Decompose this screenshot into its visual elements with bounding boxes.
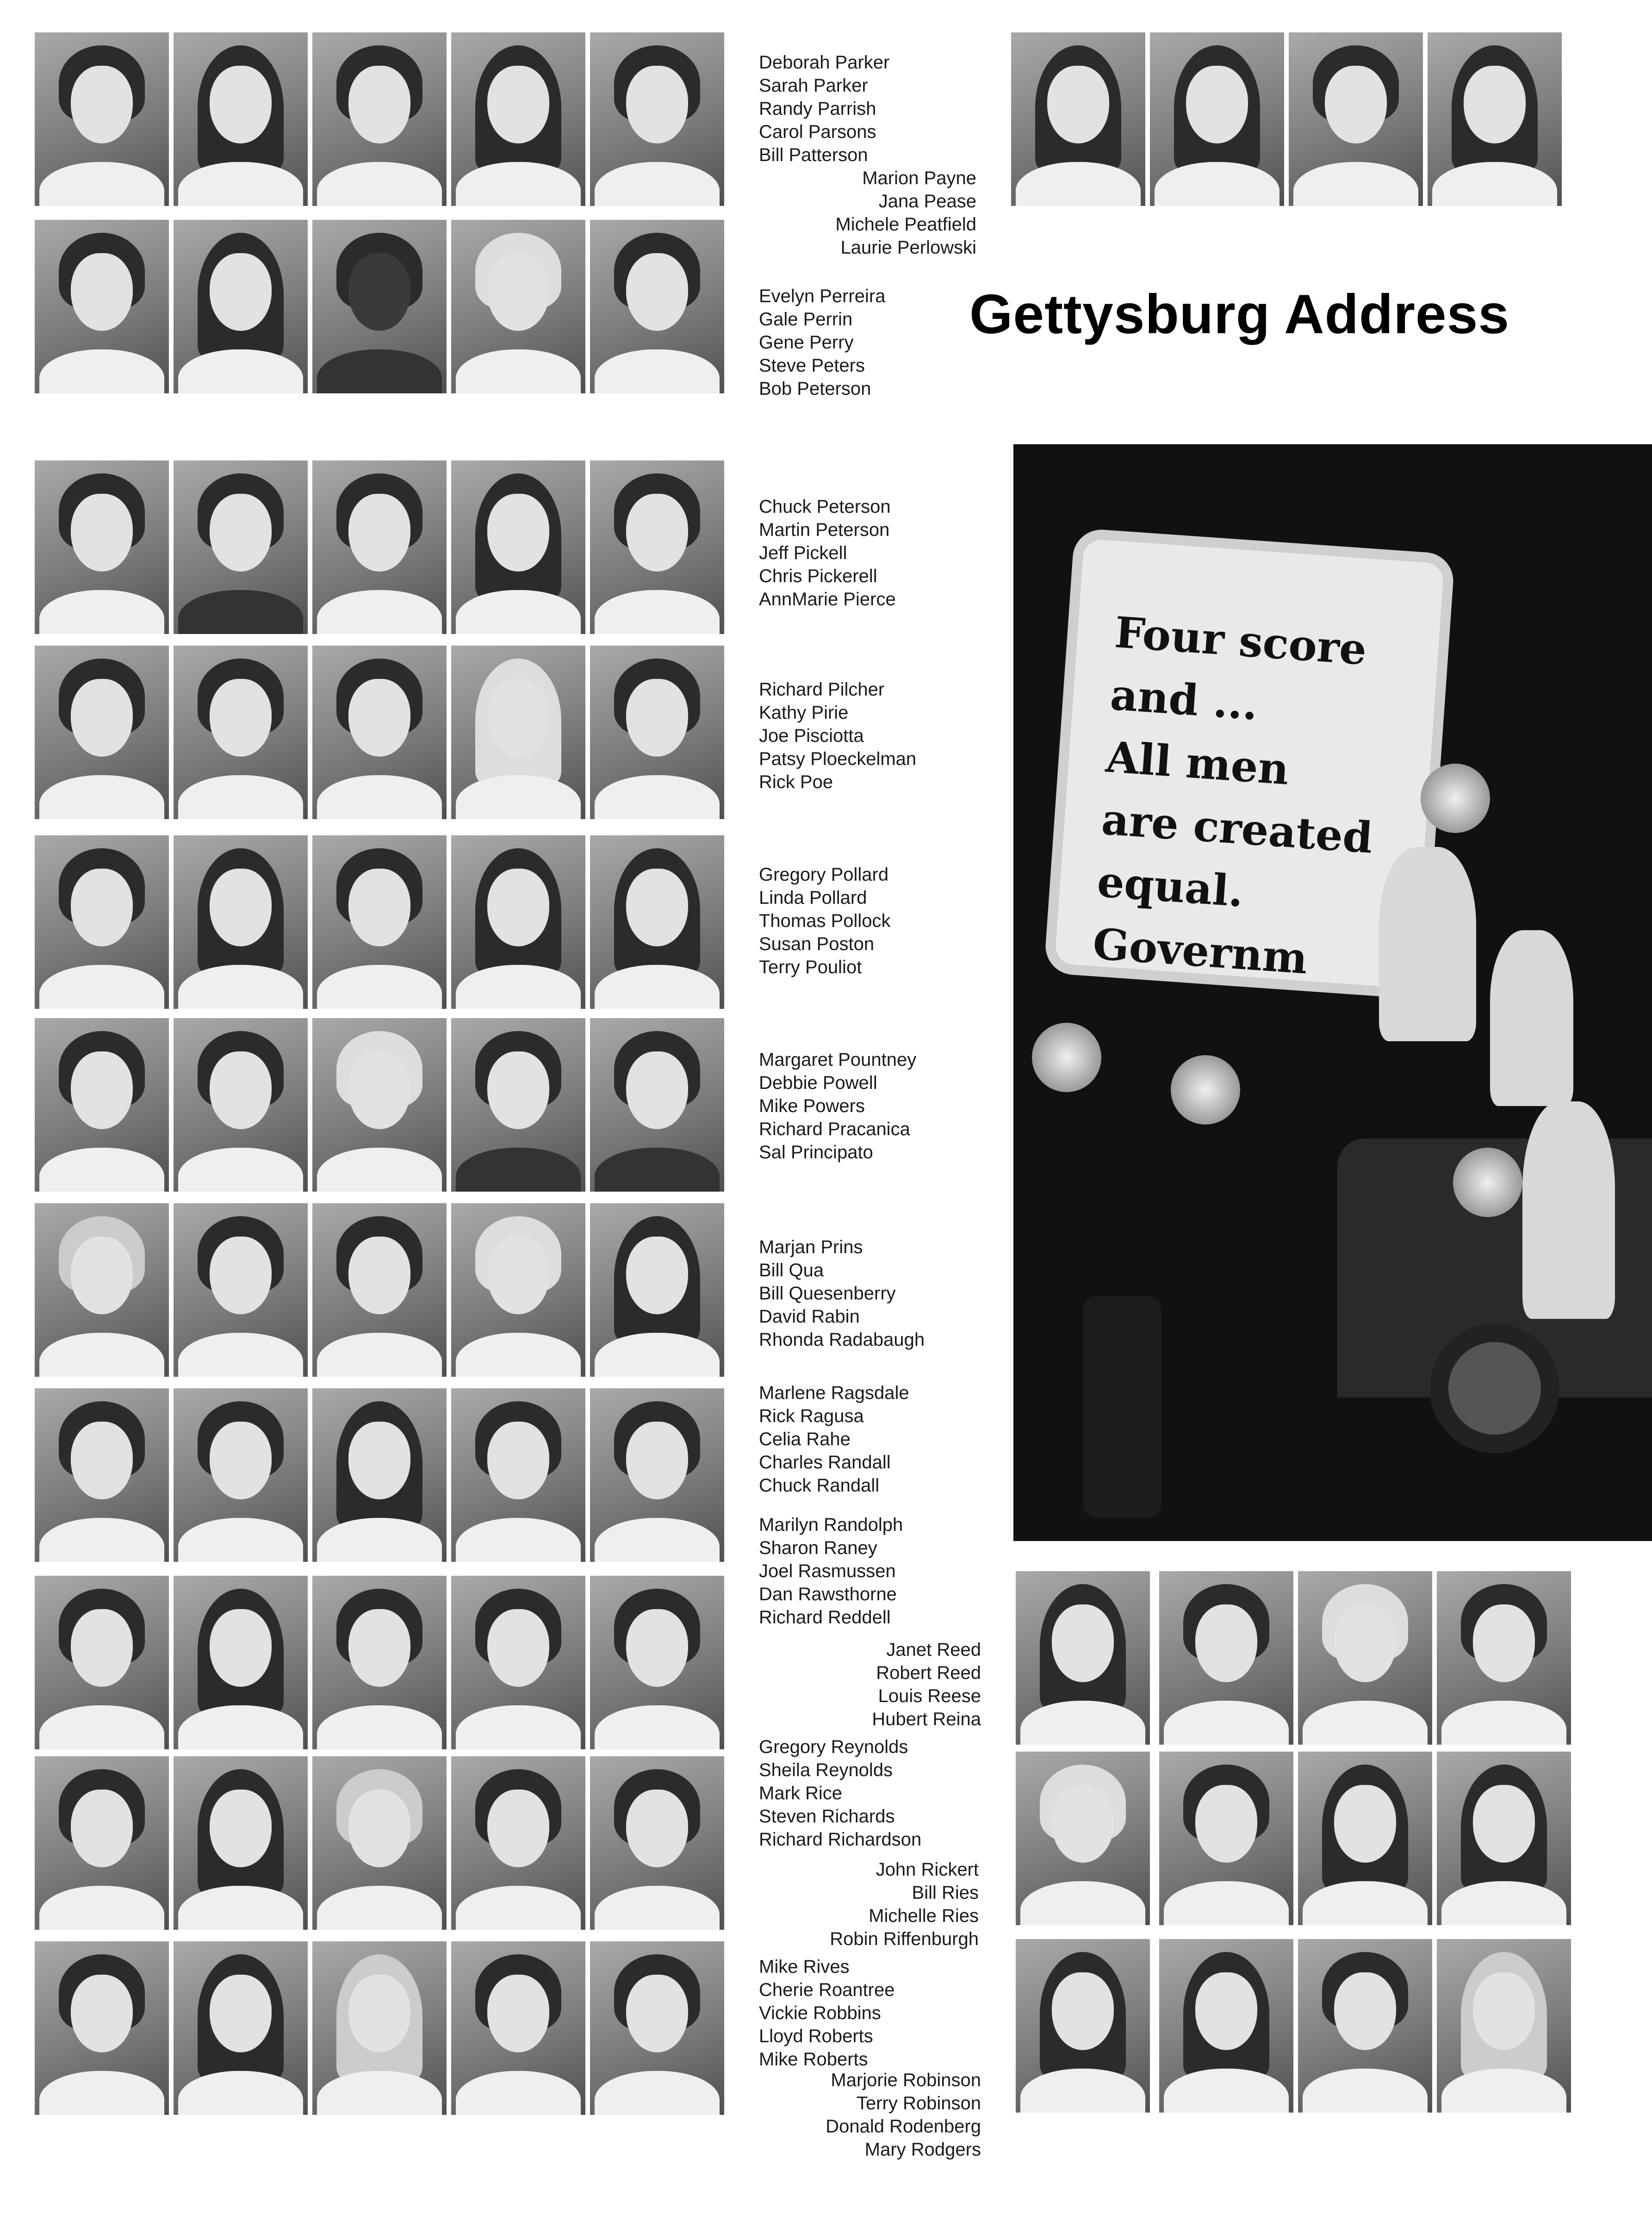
student-name: Susan Poston <box>759 934 875 954</box>
student-name: Martin Peterson <box>759 520 890 540</box>
portrait <box>1289 32 1423 206</box>
portrait <box>174 646 308 819</box>
pompom <box>1421 764 1490 833</box>
student-name: Gale Perrin <box>759 309 853 329</box>
portrait <box>590 835 724 1009</box>
student-name: Marjan Prins <box>759 1237 863 1257</box>
portrait <box>451 1941 585 2115</box>
portrait <box>1016 1752 1150 1925</box>
portrait <box>1298 1939 1432 2113</box>
student-name: Janet Reed <box>886 1640 981 1660</box>
portrait <box>1011 32 1145 206</box>
student-name: Mary Rodgers <box>864 2139 981 2160</box>
rider <box>1490 930 1573 1106</box>
portrait <box>590 1018 724 1192</box>
student-name: Randy Parrish <box>759 99 876 119</box>
student-name: Bill Patterson <box>759 145 868 165</box>
student-name: Mark Rice <box>759 1783 843 1803</box>
rider <box>1522 1101 1615 1319</box>
page-heading: Gettysburg Address <box>969 283 1510 345</box>
portrait <box>174 460 308 634</box>
portrait <box>35 1203 169 1377</box>
car-wheel <box>1430 1324 1559 1453</box>
student-name: Deborah Parker <box>759 52 890 73</box>
portrait <box>451 646 585 819</box>
student-name: Marjorie Robinson <box>831 2070 981 2090</box>
portrait <box>35 646 169 819</box>
student-name: Rick Ragusa <box>759 1406 864 1426</box>
portrait <box>590 1756 724 1930</box>
portrait <box>1428 32 1562 206</box>
portrait <box>174 1576 308 1749</box>
portrait <box>1016 1571 1150 1745</box>
portrait <box>1298 1752 1432 1925</box>
portrait <box>174 1018 308 1192</box>
student-name: Steven Richards <box>759 1806 895 1827</box>
pompom <box>1453 1148 1522 1217</box>
pompom <box>1032 1023 1101 1092</box>
portrait <box>174 1941 308 2115</box>
student-name: Chuck Peterson <box>759 497 891 517</box>
student-name: Mike Rives <box>759 1957 850 1977</box>
student-name: Richard Reddell <box>759 1607 891 1628</box>
portrait <box>590 1388 724 1562</box>
portrait <box>174 220 308 393</box>
student-name: Bill Ries <box>912 1883 979 1903</box>
portrait <box>312 835 447 1009</box>
portrait <box>451 1018 585 1192</box>
student-name: Sharon Raney <box>759 1538 877 1558</box>
portrait <box>312 1576 447 1749</box>
student-name: Margaret Pountney <box>759 1050 917 1070</box>
student-name: Lloyd Roberts <box>759 2026 873 2046</box>
portrait <box>451 835 585 1009</box>
student-name: Terry Pouliot <box>759 957 862 977</box>
portrait <box>451 1576 585 1749</box>
portrait <box>590 32 724 206</box>
student-name: Richard Pracanica <box>759 1119 910 1139</box>
student-name: Hubert Reina <box>872 1709 981 1729</box>
portrait <box>451 1388 585 1562</box>
portrait <box>312 220 447 393</box>
portrait <box>1016 1939 1150 2113</box>
student-name: John Rickert <box>876 1859 979 1880</box>
student-name: Marlene Ragsdale <box>759 1383 909 1403</box>
student-name: Debbie Powell <box>759 1073 877 1093</box>
portrait <box>590 1576 724 1749</box>
portrait <box>35 835 169 1009</box>
student-name: Vickie Robbins <box>759 2003 881 2023</box>
portrait <box>174 1203 308 1377</box>
student-name: Marilyn Randolph <box>759 1515 903 1535</box>
portrait <box>451 32 585 206</box>
portrait <box>35 32 169 206</box>
student-name: Charles Randall <box>759 1452 891 1473</box>
portrait <box>590 1203 724 1377</box>
portrait <box>35 220 169 393</box>
portrait <box>312 1203 447 1377</box>
portrait <box>451 1756 585 1930</box>
portrait <box>590 646 724 819</box>
portrait <box>35 460 169 634</box>
student-name: Jana Pease <box>878 191 976 211</box>
student-name: Michele Peatfield <box>835 214 976 235</box>
student-name: Chuck Randall <box>759 1475 880 1496</box>
student-name: Mike Powers <box>759 1096 865 1116</box>
rider <box>1379 847 1476 1041</box>
student-name: Gene Perry <box>759 332 854 353</box>
portrait <box>1437 1752 1571 1925</box>
student-name: Joe Pisciotta <box>759 726 864 746</box>
student-name: Sheila Reynolds <box>759 1760 893 1780</box>
student-name: AnnMarie Pierce <box>759 589 896 609</box>
float-sign-text: Four score and ... All men are created equal. Governm o <box>1087 607 1374 1033</box>
student-name: Dan Rawsthorne <box>759 1584 897 1604</box>
portrait <box>590 220 724 393</box>
portrait <box>312 32 447 206</box>
student-name: Donald Rodenberg <box>826 2116 981 2137</box>
pompom <box>1171 1055 1240 1125</box>
student-name: Thomas Pollock <box>759 911 891 931</box>
student-name: Marion Payne <box>862 168 976 188</box>
student-name: Linda Pollard <box>759 888 867 908</box>
student-name: Steve Peters <box>759 355 865 376</box>
portrait <box>35 1576 169 1749</box>
cheerleader <box>1083 1296 1161 1518</box>
portrait <box>312 460 447 634</box>
student-name: Bill Qua <box>759 1260 824 1280</box>
student-name: Sal Principato <box>759 1142 873 1162</box>
student-name: Richard Richardson <box>759 1829 922 1850</box>
student-name: Bill Quesenberry <box>759 1283 896 1304</box>
portrait <box>1159 1939 1293 2113</box>
student-name: Robert Reed <box>876 1663 981 1683</box>
student-name: Mike Roberts <box>759 2049 868 2070</box>
student-name: Rick Poe <box>759 772 833 792</box>
parade-float-photo <box>1013 444 1652 1541</box>
student-name: Sarah Parker <box>759 75 868 96</box>
student-name: David Rabin <box>759 1306 860 1327</box>
student-name: Carol Parsons <box>759 122 876 142</box>
portrait <box>1159 1752 1293 1925</box>
student-name: Kathy Pirie <box>759 702 849 723</box>
portrait <box>451 220 585 393</box>
student-name: Chris Pickerell <box>759 566 877 586</box>
portrait <box>1150 32 1284 206</box>
portrait <box>1437 1571 1571 1745</box>
portrait <box>174 1388 308 1562</box>
portrait <box>312 1388 447 1562</box>
student-name: Joel Rasmussen <box>759 1561 896 1581</box>
student-name: Michelle Ries <box>869 1906 979 1926</box>
portrait <box>312 1018 447 1192</box>
student-name: Bob Peterson <box>759 379 871 399</box>
student-name: Patsy Ploeckelman <box>759 749 917 769</box>
portrait <box>174 32 308 206</box>
portrait <box>312 1941 447 2115</box>
portrait <box>451 1203 585 1377</box>
portrait <box>590 1941 724 2115</box>
student-name: Richard Pilcher <box>759 679 885 700</box>
student-name: Rhonda Radabaugh <box>759 1330 925 1350</box>
student-name: Gregory Reynolds <box>759 1737 908 1757</box>
student-name: Laurie Perlowski <box>840 237 976 258</box>
student-name: Robin Riffenburgh <box>830 1929 979 1949</box>
student-name: Celia Rahe <box>759 1429 851 1449</box>
portrait <box>1298 1571 1432 1745</box>
student-name: Gregory Pollard <box>759 864 889 885</box>
portrait <box>312 1756 447 1930</box>
portrait <box>1159 1571 1293 1745</box>
portrait <box>174 1756 308 1930</box>
portrait <box>590 460 724 634</box>
student-name: Cherie Roantree <box>759 1980 895 2000</box>
portrait <box>35 1388 169 1562</box>
portrait <box>1437 1939 1571 2113</box>
portrait <box>35 1018 169 1192</box>
portrait <box>35 1756 169 1930</box>
portrait <box>174 835 308 1009</box>
portrait <box>35 1941 169 2115</box>
student-name: Jeff Pickell <box>759 543 847 563</box>
portrait <box>312 646 447 819</box>
student-name: Terry Robinson <box>856 2093 981 2113</box>
student-name: Evelyn Perreira <box>759 286 886 306</box>
portrait <box>451 460 585 634</box>
student-name: Louis Reese <box>878 1686 981 1706</box>
